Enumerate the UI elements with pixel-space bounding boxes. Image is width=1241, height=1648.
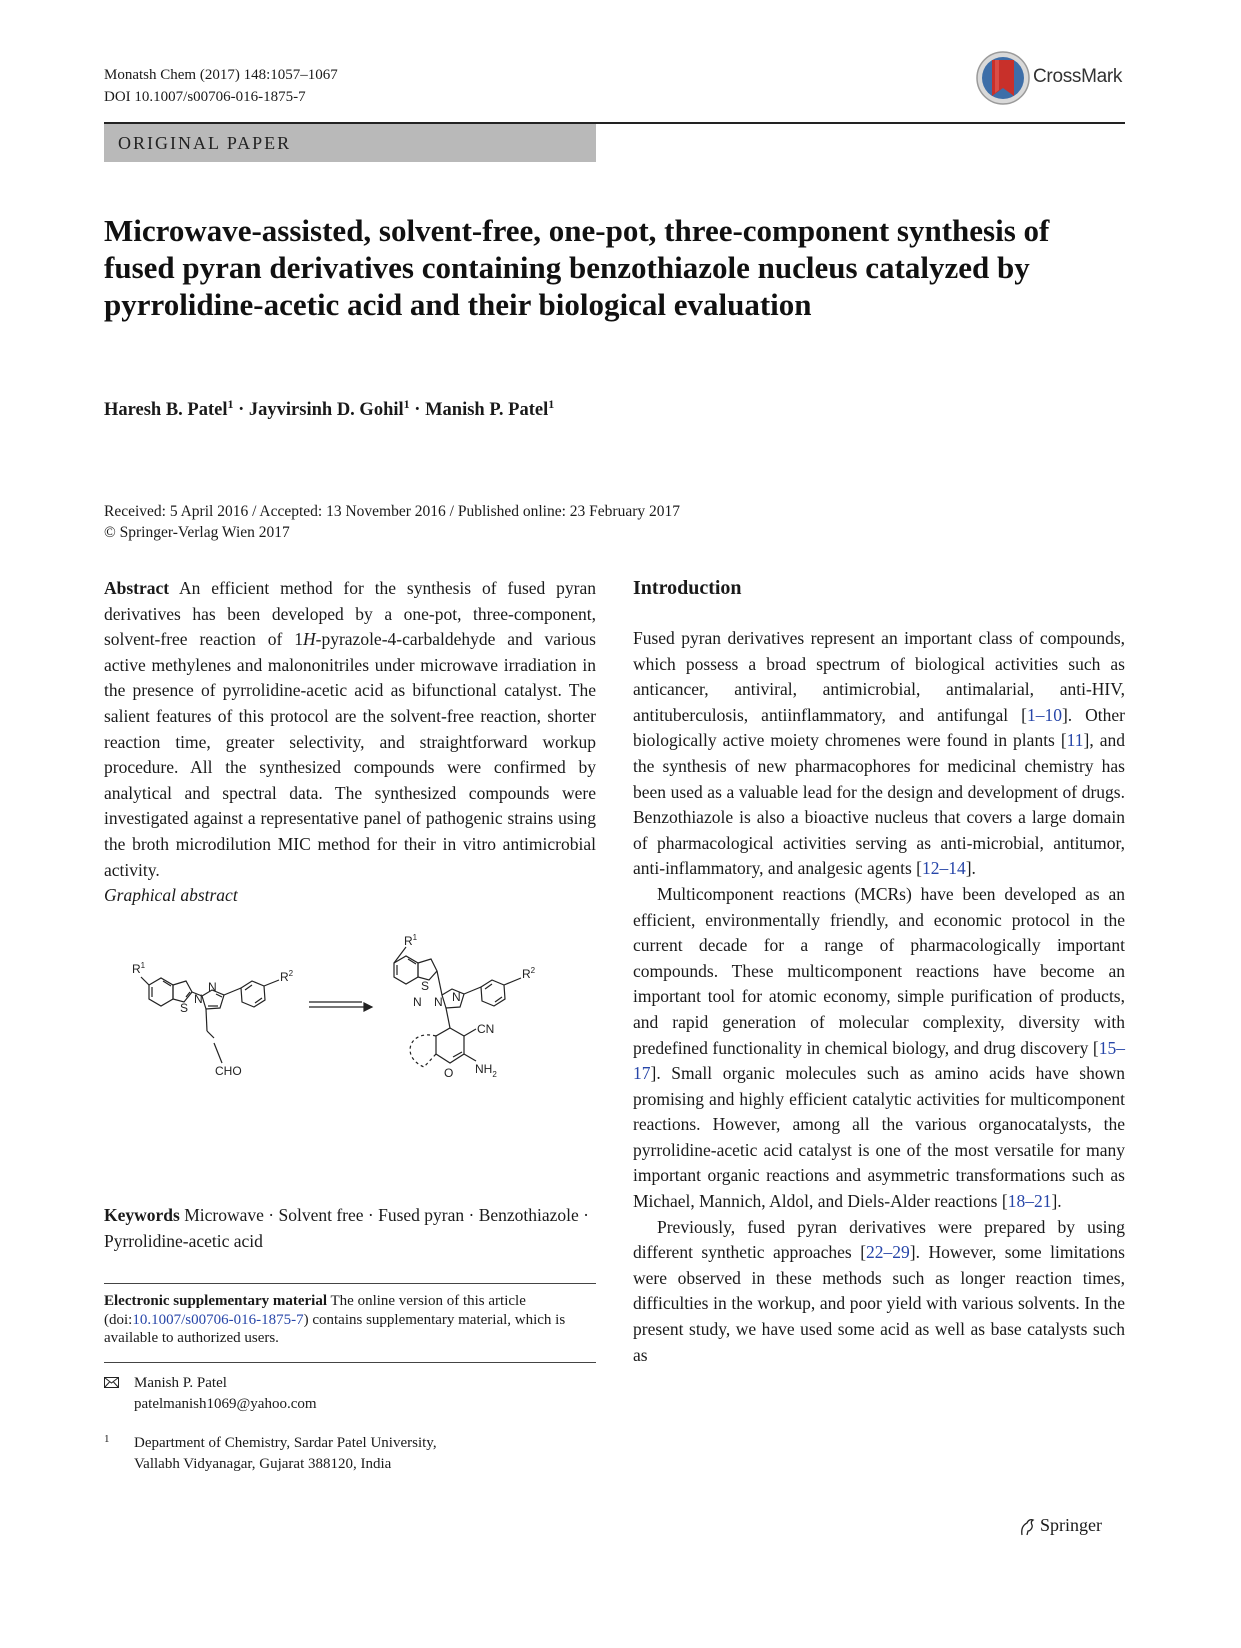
citation-link[interactable]: 12–14 — [921, 858, 966, 879]
reaction-arrow — [309, 1002, 372, 1011]
author-affiliation-mark: 1 — [403, 397, 410, 411]
section-label: ORIGINAL PAPER — [104, 124, 596, 162]
supplementary-doi-link[interactable]: 10.1007/s00706-016-1875-7 — [132, 1311, 304, 1328]
author-affiliation-mark: 1 — [548, 397, 555, 411]
abstract-italic: H — [302, 629, 316, 650]
scheme-label-o: O — [444, 1066, 454, 1080]
supplementary-text: ) contains supplementary material, which is available to authorized users. — [104, 1311, 566, 1346]
citation-link[interactable]: 18–21 — [1007, 1191, 1052, 1212]
scheme-label-r1: $R^1$ — [132, 961, 146, 976]
keywords-heading: Keywords — [104, 1205, 180, 1225]
scheme-label-n: N — [434, 995, 443, 1009]
doi-line: DOI 10.1007/s00706-016-1875-7 — [104, 89, 306, 105]
publisher-logo — [1040, 1515, 1102, 1536]
body-paragraph — [633, 1215, 1125, 1369]
abstract-paragraph — [104, 576, 596, 883]
scheme-label-nh2: $NH_2$ — [475, 1062, 497, 1079]
author-affiliation-mark: 1 — [227, 397, 234, 411]
scheme-label-r2: $R^2$ — [522, 966, 536, 981]
publication-dates — [104, 501, 680, 543]
author-name: Haresh B. Patel — [104, 400, 228, 421]
corresponding-name: Manish P. Patel — [134, 1375, 227, 1391]
scheme-label-cho: CHO — [215, 1064, 242, 1078]
affiliation — [104, 1433, 596, 1475]
citation-link[interactable]: 11 — [1066, 730, 1084, 751]
crossmark-label: CrossMark — [1033, 66, 1123, 87]
body-paragraph — [633, 626, 1125, 882]
introduction-section — [633, 576, 1125, 1368]
scheme-label-n: N — [208, 980, 217, 994]
citation-link[interactable]: 15–17 — [633, 1037, 1125, 1084]
author-name: Jayvirsinh D. Gohil — [248, 400, 404, 421]
supplementary-text: The online version of this article (doi: — [104, 1293, 526, 1328]
body-text: Previously, fused pyran derivatives were prepared by using different synthetic approaches [ — [633, 1216, 1125, 1263]
affiliation-line: Department of Chemistry, Sardar Patel University, — [134, 1435, 437, 1451]
footnote-rule — [104, 1362, 596, 1363]
author-separator: · — [233, 400, 249, 421]
footnote-rule — [104, 1283, 596, 1284]
body-text: Multicomponent reactions (MCRs) have been developed as an efficient, environmentally friendly, and economic protocol in the current decade for a range of pharmacologically important compounds. These multicomponent reactions have become an important tool for atomic economy, simple purification of products, and rapid generation of molecular complexity, diversity with predefined functionality in chemical biology, and drug discovery [ — [633, 883, 1125, 1058]
author-list — [104, 397, 554, 421]
body-text: ]. However, some limitations were observed in these methods such as longer reaction times, difficulties in the workup, and poor yield with various solvents. In the present study, we have used some acid as well as base catalysts such as — [633, 1242, 1125, 1365]
author-name: Manish P. Patel — [425, 400, 549, 421]
graphical-abstract-label: Graphical abstract — [104, 885, 238, 906]
scheme-label-r1: $R^1$ — [404, 933, 418, 948]
graphical-abstract-scheme — [104, 933, 596, 1165]
supplementary-heading: Electronic supplementary material — [104, 1293, 328, 1309]
copyright-line: © Springer-Verlag Wien 2017 — [104, 524, 290, 541]
corresponding-author — [104, 1373, 596, 1415]
corresponding-email[interactable]: patelmanish1069@yahoo.com — [134, 1396, 317, 1412]
author-separator: · — [409, 400, 426, 421]
abstract-text: An efficient method for the synthesis of fused pyran derivatives has been developed by a one-pot, three-component, solvent-free reaction of 1 — [104, 578, 596, 650]
affiliation-line: Vallabh Vidyanagar, Gujarat 388120, India — [134, 1456, 392, 1472]
supplementary-note — [104, 1292, 596, 1348]
body-text: ]. — [965, 858, 976, 879]
abstract-text: -pyrazole-4-carbaldehyde and various active methylenes and malononitriles under microwave irradiation in the presence of pyrrolidine-acetic acid as bifunctional catalyst. The salient features of this protocol are the solvent-free reaction, shorter reaction time, greater selectivity, and straightforward workup procedure. All the synthesized compounds were confirmed by analytical and spectral data. The synthesized compounds were investigated against a representative panel of pathogenic strains using the broth microdilution MIC method for their in vitro antimicrobial activity. — [104, 629, 596, 880]
introduction-heading: Introduction — [633, 577, 742, 599]
dates-line: Received: 5 April 2016 / Accepted: 13 November 2016 / Published online: 23 February 2017 — [104, 503, 680, 520]
springer-horse-icon — [1018, 1517, 1036, 1537]
abstract-section — [104, 576, 596, 909]
envelope-icon — [104, 1377, 119, 1388]
article-title: Microwave-assisted, solvent-free, one-pot, three-component synthesis of fused pyran derivatives containing benzothiazole nucleus catalyzed by pyrrolidine-acetic acid and their biological evaluation — [104, 213, 1050, 322]
journal-line: Monatsh Chem (2017) 148:1057–1067 — [104, 67, 338, 83]
scheme-label-s: S — [180, 1001, 189, 1015]
scheme-label-s: S — [421, 979, 430, 993]
keywords-section — [104, 1203, 596, 1254]
keywords-list: Microwave · Solvent free · Fused pyran · Benzothiazole · Pyrrolidine-acetic acid — [104, 1205, 589, 1251]
crossmark-icon — [975, 50, 1031, 106]
body-paragraph — [633, 882, 1125, 1215]
body-text: ]. — [1051, 1191, 1062, 1212]
journal-citation — [104, 64, 338, 108]
affiliation-number: 1 — [104, 1433, 110, 1445]
scheme-label-n: N — [452, 990, 461, 1004]
scheme-label-cn: CN — [477, 1022, 495, 1036]
body-text: ], and the synthesis of new pharmacophores for medicinal chemistry has been used as a valuable lead for the design and development of drugs. Benzothiazole is also a bioactive nucleus that covers a large domain of pharmacological activities serving as anti-microbial, antitumor, anti-inflammatory, and analgesic agents [ — [633, 730, 1125, 879]
body-text: Fused pyran derivatives represent an important class of compounds, which possess a broad spectrum of biological activities such as anticancer, antiviral, antimicrobial, antimalarial, anti-HIV, antituberculosis, antiinflammatory, and antifungal [ — [633, 628, 1125, 725]
crossmark-badge[interactable] — [975, 50, 1125, 106]
scheme-label-n: N — [194, 992, 203, 1006]
scheme-label-n: N — [413, 995, 422, 1009]
citation-link[interactable]: 1–10 — [1026, 704, 1062, 725]
body-text: ]. Other biologically active moiety chromenes were found in plants [ — [633, 704, 1125, 751]
publisher-name: Springer — [1040, 1515, 1102, 1535]
body-text: ]. Small organic molecules such as amino acids have shown promising and highly efficient catalytic activities for multicomponent reactions. However, among all the various organocatalysts, the pyrrolidine-acetic acid catalyst is one of the most versatile for many important organic reactions and asymmetric transformations such as Michael, Mannich, Aldol, and Diels-Alder reactions [ — [633, 1063, 1125, 1212]
abstract-heading: Abstract — [104, 578, 170, 598]
citation-link[interactable]: 22–29 — [866, 1242, 910, 1263]
scheme-label-r2: $R^2$ — [280, 969, 294, 984]
